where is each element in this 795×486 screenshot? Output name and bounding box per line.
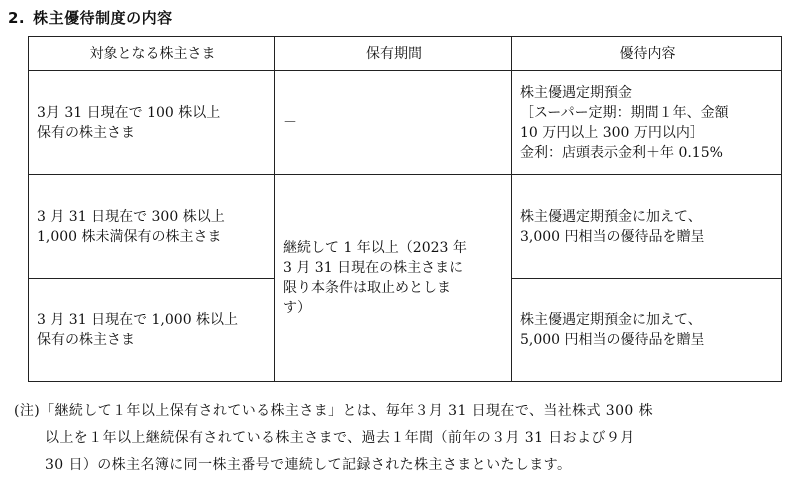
section-heading — [8, 8, 173, 28]
period-cell — [275, 175, 512, 382]
cell-text: － — [283, 114, 297, 131]
cell-text: 3月 31 日現在で 100 株以上 — [37, 104, 221, 121]
cell-text: す） — [283, 300, 311, 316]
footnote — [14, 398, 784, 479]
footnote-line: 以上を１年以上継続保有されている株主さまで、過去１年間（前年の３月 31 日および９月 — [45, 430, 635, 446]
benefit-cell — [512, 71, 782, 175]
footnote-line: 30 日）の株主名簿に同一株主番号で連続して記録された株主さまといたします。 — [45, 457, 572, 473]
cell-text: 1,000 株未満保有の株主さま — [37, 228, 222, 245]
cell-text: 3 月 31 日現在の株主さまに — [283, 260, 464, 276]
cell-text: 3 月 31 日現在で 1,000 株以上 — [37, 312, 239, 328]
column-header-target: 対象となる株主さま — [29, 37, 275, 71]
table-header-row — [29, 37, 782, 71]
section-number: 2. — [8, 9, 26, 27]
period-cell — [275, 71, 512, 175]
benefits-table — [28, 36, 782, 382]
cell-text: 株主優遇定期預金 — [520, 84, 632, 101]
target-cell — [29, 175, 275, 279]
benefit-cell — [512, 175, 782, 279]
column-header-benefit: 優待内容 — [512, 37, 782, 71]
cell-text: 株主優遇定期預金に加えて、 — [520, 208, 702, 225]
cell-text: 3 月 31 日現在で 300 株以上 — [37, 208, 225, 225]
cell-text: 金利：店頭表示金利＋年 0.15% — [520, 144, 723, 161]
cell-text: 継続して 1 年以上（2023 年 — [283, 240, 467, 256]
cell-text: 10 万円以上 300 万円以内］ — [520, 124, 704, 141]
cell-text: 限り本条件は取止めとしま — [283, 280, 451, 296]
cell-text: 3,000 円相当の優待品を贈呈 — [520, 228, 705, 245]
benefit-cell — [512, 279, 782, 382]
target-cell — [29, 279, 275, 382]
footnote-line: (注)「継続して１年以上保有されている株主さま」とは、毎年３月 31 日現在で、当社株式 300 株 — [14, 403, 653, 419]
section-title: 株主優待制度の内容 — [33, 9, 173, 27]
table-row — [29, 71, 782, 175]
cell-text: 株主優遇定期預金に加えて、 — [520, 312, 702, 328]
column-header-period: 保有期間 — [275, 37, 512, 71]
cell-text: ［スーパー定期：期間１年、金額 — [520, 104, 729, 121]
target-cell — [29, 71, 275, 175]
cell-text: 5,000 円相当の優待品を贈呈 — [520, 332, 705, 348]
table-row — [29, 175, 782, 279]
cell-text: 保有の株主さま — [37, 332, 135, 348]
cell-text: 保有の株主さま — [37, 124, 135, 141]
